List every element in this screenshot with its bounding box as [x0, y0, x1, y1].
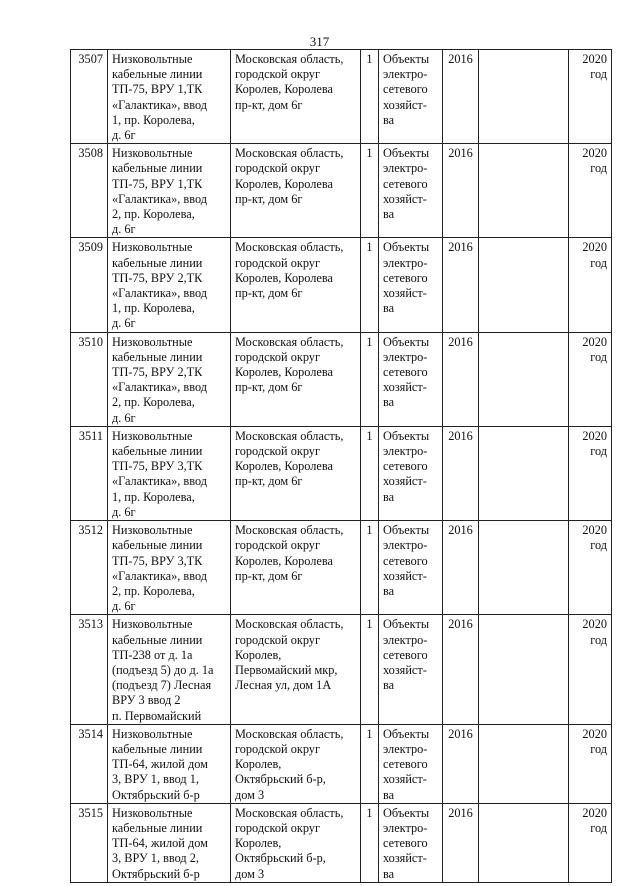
object-type: Объекты электро- сетевого хозяйст- ва	[379, 144, 443, 238]
object-address: Московская область, городской округ Королев, Октябрьский б-р, дом 3	[231, 803, 361, 882]
object-quantity: 1	[361, 332, 379, 426]
object-name: Низковольтные кабельные линии ТП-75, ВРУ 3,ТК «Галактика», ввод 2, пр. Королева, д. 6г	[108, 521, 231, 615]
object-year: 2016	[443, 332, 479, 426]
object-name: Низковольтные кабельные линии ТП-75, ВРУ 1,ТК «Галактика», ввод 2, пр. Королева, д. 6г	[108, 144, 231, 238]
empty-cell	[479, 724, 569, 803]
deadline-unit: год	[590, 161, 607, 176]
empty-cell	[479, 332, 569, 426]
empty-cell	[479, 615, 569, 724]
object-quantity: 1	[361, 144, 379, 238]
object-address: Московская область, городской округ Королев, Королева пр-кт, дом 6г	[231, 426, 361, 520]
object-quantity: 1	[361, 50, 379, 144]
object-address: Московская область, городской округ Королев, Королева пр-кт, дом 6г	[231, 144, 361, 238]
deadline	[569, 615, 612, 724]
object-address: Московская область, городской округ Королев, Королева пр-кт, дом 6г	[231, 332, 361, 426]
empty-cell	[479, 144, 569, 238]
deadline	[569, 144, 612, 238]
object-year: 2016	[443, 426, 479, 520]
object-year: 2016	[443, 521, 479, 615]
row-number: 3510	[71, 332, 108, 426]
deadline	[569, 803, 612, 882]
object-name: Низковольтные кабельные линии ТП-238 от д. 1а (подъезд 5) до д. 1а (подъезд 7) Лесная ВРУ 3 ввод 2 п. Первомайский	[108, 615, 231, 724]
page-number: 317	[309, 34, 330, 49]
deadline-unit: год	[590, 820, 607, 835]
table-row	[71, 426, 612, 520]
object-quantity: 1	[361, 803, 379, 882]
object-quantity: 1	[361, 238, 379, 332]
table-row	[71, 238, 612, 332]
table-row	[71, 144, 612, 238]
row-number: 3513	[71, 615, 108, 724]
object-name: Низковольтные кабельные линии ТП-75, ВРУ 2,ТК «Галактика», ввод 1, пр. Королева, д. 6г	[108, 238, 231, 332]
object-address: Московская область, городской округ Королев, Королева пр-кт, дом 6г	[231, 238, 361, 332]
object-name: Низковольтные кабельные линии ТП-64, жилой дом 3, ВРУ 1, ввод 1, Октябрьский б-р	[108, 724, 231, 803]
row-number: 3512	[71, 521, 108, 615]
deadline-unit: год	[590, 538, 607, 553]
empty-cell	[479, 803, 569, 882]
deadline-year: 2020	[582, 523, 607, 538]
object-name: Низковольтные кабельные линии ТП-75, ВРУ 1,ТК «Галактика», ввод 1, пр. Королева, д. 6г	[108, 50, 231, 144]
empty-cell	[479, 50, 569, 144]
object-name: Низковольтные кабельные линии ТП-64, жилой дом 3, ВРУ 1, ввод 2, Октябрьский б-р	[108, 803, 231, 882]
object-quantity: 1	[361, 724, 379, 803]
table-row	[71, 803, 612, 882]
table-row	[71, 50, 612, 144]
object-address: Московская область, городской округ Королев, Королева пр-кт, дом 6г	[231, 521, 361, 615]
deadline-year: 2020	[582, 726, 607, 741]
object-quantity: 1	[361, 426, 379, 520]
object-type: Объекты электро- сетевого хозяйст- ва	[379, 426, 443, 520]
deadline-year: 2020	[582, 428, 607, 443]
deadline-unit: год	[590, 741, 607, 756]
object-address: Московская область, городской округ Королев, Королева пр-кт, дом 6г	[231, 50, 361, 144]
object-type: Объекты электро- сетевого хозяйст- ва	[379, 724, 443, 803]
object-type: Объекты электро- сетевого хозяйст- ва	[379, 332, 443, 426]
deadline-unit: год	[590, 632, 607, 647]
empty-cell	[479, 426, 569, 520]
row-number: 3515	[71, 803, 108, 882]
object-type: Объекты электро- сетевого хозяйст- ва	[379, 238, 443, 332]
object-address: Московская область, городской округ Королев, Первомайский мкр, Лесная ул, дом 1А	[231, 615, 361, 724]
deadline-unit: год	[590, 255, 607, 270]
object-name: Низковольтные кабельные линии ТП-75, ВРУ 2,ТК «Галактика», ввод 2, пр. Королева, д. 6г	[108, 332, 231, 426]
object-year: 2016	[443, 50, 479, 144]
object-name: Низковольтные кабельные линии ТП-75, ВРУ 3,ТК «Галактика», ввод 1, пр. Королева, д. 6г	[108, 426, 231, 520]
deadline	[569, 426, 612, 520]
empty-cell	[479, 521, 569, 615]
object-year: 2016	[443, 803, 479, 882]
deadline	[569, 50, 612, 144]
table-row	[71, 724, 612, 803]
row-number: 3507	[71, 50, 108, 144]
deadline-year: 2020	[582, 805, 607, 820]
object-year: 2016	[443, 144, 479, 238]
empty-cell	[479, 238, 569, 332]
table-row	[71, 615, 612, 724]
deadline	[569, 332, 612, 426]
object-quantity: 1	[361, 521, 379, 615]
deadline-unit: год	[590, 444, 607, 459]
deadline-year: 2020	[582, 617, 607, 632]
row-number: 3514	[71, 724, 108, 803]
deadline	[569, 521, 612, 615]
object-type: Объекты электро- сетевого хозяйст- ва	[379, 803, 443, 882]
object-year: 2016	[443, 238, 479, 332]
object-quantity: 1	[361, 615, 379, 724]
table-row	[71, 332, 612, 426]
object-address: Московская область, городской округ Королев, Октябрьский б-р, дом 3	[231, 724, 361, 803]
object-type: Объекты электро- сетевого хозяйст- ва	[379, 521, 443, 615]
property-registry-table	[70, 49, 612, 883]
row-number: 3511	[71, 426, 108, 520]
deadline	[569, 238, 612, 332]
row-number: 3509	[71, 238, 108, 332]
table-row	[71, 521, 612, 615]
deadline-unit: год	[590, 349, 607, 364]
object-type: Объекты электро- сетевого хозяйст- ва	[379, 615, 443, 724]
deadline	[569, 724, 612, 803]
object-year: 2016	[443, 724, 479, 803]
deadline-year: 2020	[582, 334, 607, 349]
row-number: 3508	[71, 144, 108, 238]
deadline-year: 2020	[582, 146, 607, 161]
deadline-unit: год	[590, 67, 607, 82]
deadline-year: 2020	[582, 52, 607, 66]
object-year: 2016	[443, 615, 479, 724]
deadline-year: 2020	[582, 240, 607, 255]
object-type: Объекты электро- сетевого хозяйст- ва	[379, 50, 443, 144]
